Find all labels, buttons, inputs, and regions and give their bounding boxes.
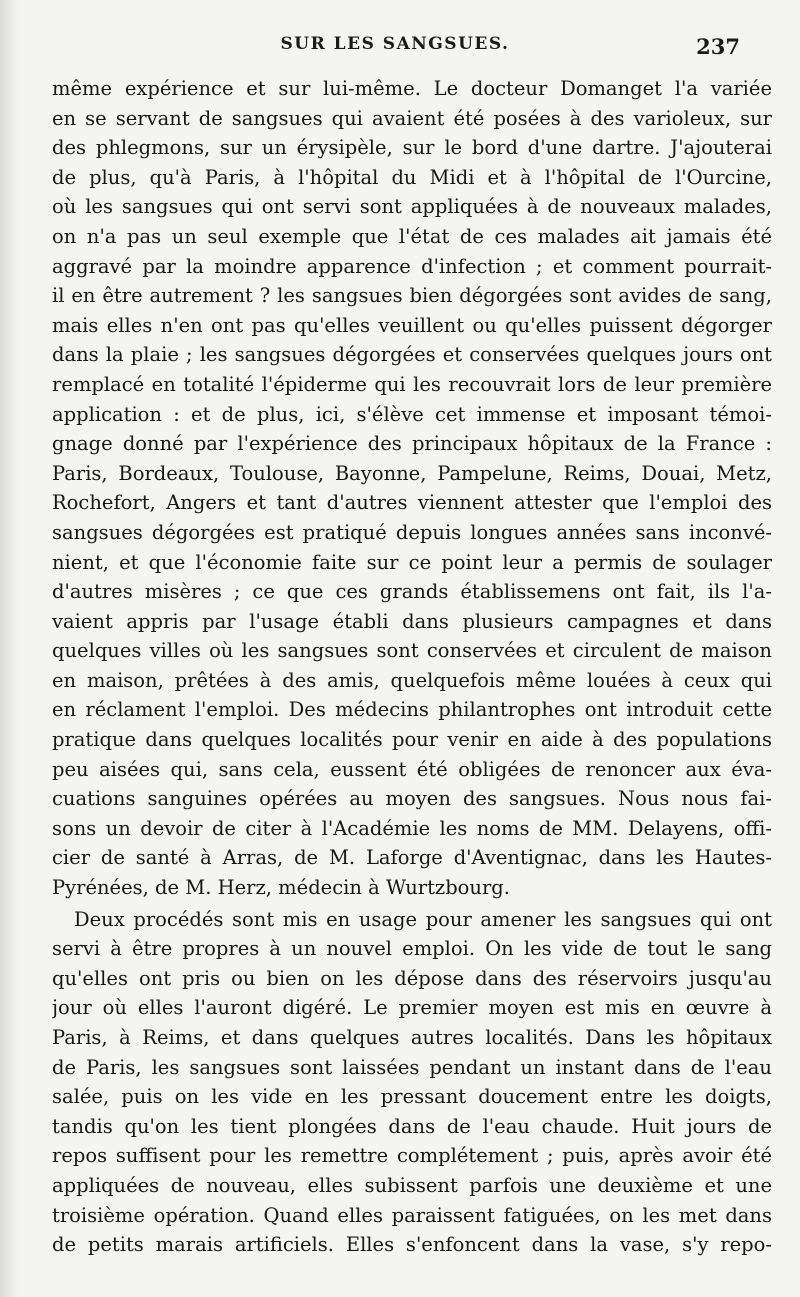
text-line: tandis qu'on les tient plongées dans de l'eau chaude. Huit jours de bbox=[52, 1114, 772, 1138]
text-line: cuations sanguines opérées au moyen des sangsues. Nous nous fai- bbox=[52, 787, 772, 811]
text-line: quelques villes où les sangsues sont conservées et circulent de maison bbox=[52, 639, 772, 663]
text-line: repos suffisent pour les remettre complétement ; puis, après avoir été bbox=[52, 1144, 772, 1168]
text-line: application : et de plus, ici, s'élève cet immense et imposant témoi- bbox=[52, 402, 772, 426]
text-line: sons un devoir de citer à l'Académie les noms de MM. Delayens, offi- bbox=[52, 816, 772, 840]
text-line: aggravé par la moindre apparence d'infection ; et comment pourrait- bbox=[52, 254, 772, 278]
paragraph-2 bbox=[52, 905, 772, 1260]
text-line: où les sangsues qui ont servi sont appliquées à de nouveaux malades, bbox=[52, 195, 772, 219]
text-line: on n'a pas un seul exemple que l'état de ces malades ait jamais été bbox=[52, 224, 772, 248]
text-line: salée, puis on les vide en les pressant doucement entre les doigts, bbox=[52, 1085, 772, 1109]
text-line: d'autres misères ; ce que ces grands établissemens ont fait, ils l'a- bbox=[52, 580, 772, 604]
text-line: Pyrénées, de M. Herz, médecin à Wurtzbourg. bbox=[52, 876, 510, 900]
text-line: en se servant de sangsues qui avaient été posées à des varioleux, sur bbox=[52, 106, 772, 130]
text-line: de petits marais artificiels. Elles s'enfoncent dans la vase, s'y repo- bbox=[52, 1233, 772, 1257]
page-number: 237 bbox=[696, 34, 740, 59]
text-line: gnage donné par l'expérience des principaux hôpitaux de la France : bbox=[52, 432, 772, 456]
text-line: vaient appris par l'usage établi dans plusieurs campagnes et dans bbox=[52, 609, 772, 633]
running-title: SUR LES SANGSUES. bbox=[280, 34, 510, 54]
text-line: servi à être propres à un nouvel emploi. On les vide de tout le sang bbox=[52, 937, 772, 961]
text-line: Rochefort, Angers et tant d'autres viennent attester que l'emploi des bbox=[52, 491, 772, 515]
text-line: en maison, prêtées à des amis, quelquefois même louées à ceux qui bbox=[52, 668, 772, 692]
text-line: mais elles n'en ont pas qu'elles veuillent ou qu'elles puissent dégorger bbox=[52, 313, 772, 337]
text-line: même expérience et sur lui-même. Le docteur Domanget l'a variée bbox=[52, 77, 772, 100]
text-line: des phlegmons, sur un érysipèle, sur le bord d'une dartre. J'ajouterai bbox=[52, 136, 772, 160]
text-line: il en être autrement ? les sangsues bien dégorgées sont avides de sang, bbox=[52, 284, 772, 308]
text-line: nient, et que l'économie faite sur ce point leur a permis de soulager bbox=[52, 550, 772, 574]
text-line: Deux procédés sont mis en usage pour amener les sangsues qui ont bbox=[74, 907, 772, 931]
text-line: appliquées de nouveau, elles subissent parfois une deuxième et une bbox=[52, 1173, 772, 1197]
text-line: troisième opération. Quand elles paraissent fatiguées, on les met dans bbox=[52, 1203, 772, 1227]
text-line: de plus, qu'à Paris, à l'hôpital du Midi et à l'hôpital de l'Ourcine, bbox=[52, 165, 772, 189]
text-line: en réclament l'emploi. Des médecins philantrophes ont introduit cette bbox=[52, 698, 772, 722]
text-line: Paris, à Reims, et dans quelques autres localités. Dans les hôpitaux bbox=[52, 1026, 772, 1049]
text-line: pratique dans quelques localités pour venir en aide à des populations bbox=[52, 728, 772, 752]
text-line: cier de santé à Arras, de M. Laforge d'Aventignac, dans les Hautes- bbox=[52, 846, 772, 870]
text-line: dans la plaie ; les sangsues dégorgées et conservées quelques jours ont bbox=[52, 343, 772, 367]
text-line: de Paris, les sangsues sont laissées pendant un instant dans de l'eau bbox=[52, 1055, 772, 1079]
body-text bbox=[52, 74, 772, 1260]
paragraph-1 bbox=[52, 74, 772, 903]
text-line: qu'elles ont pris ou bien on les dépose dans des réservoirs jusqu'au bbox=[52, 966, 772, 990]
page-header bbox=[50, 34, 740, 64]
text-line: Paris, Bordeaux, Toulouse, Bayonne, Pampelune, Reims, Douai, Metz, bbox=[52, 461, 772, 485]
text-line: remplacé en totalité l'épiderme qui les recouvrait lors de leur première bbox=[52, 372, 772, 396]
text-line: peu aisées qui, sans cela, eussent été obligées de renoncer aux éva- bbox=[52, 757, 772, 781]
text-line: sangsues dégorgées est pratiqué depuis longues années sans inconvé- bbox=[52, 520, 772, 544]
scan-edge-shadow bbox=[0, 0, 18, 1297]
text-line: jour où elles l'auront digéré. Le premier moyen est mis en œuvre à bbox=[52, 996, 772, 1020]
